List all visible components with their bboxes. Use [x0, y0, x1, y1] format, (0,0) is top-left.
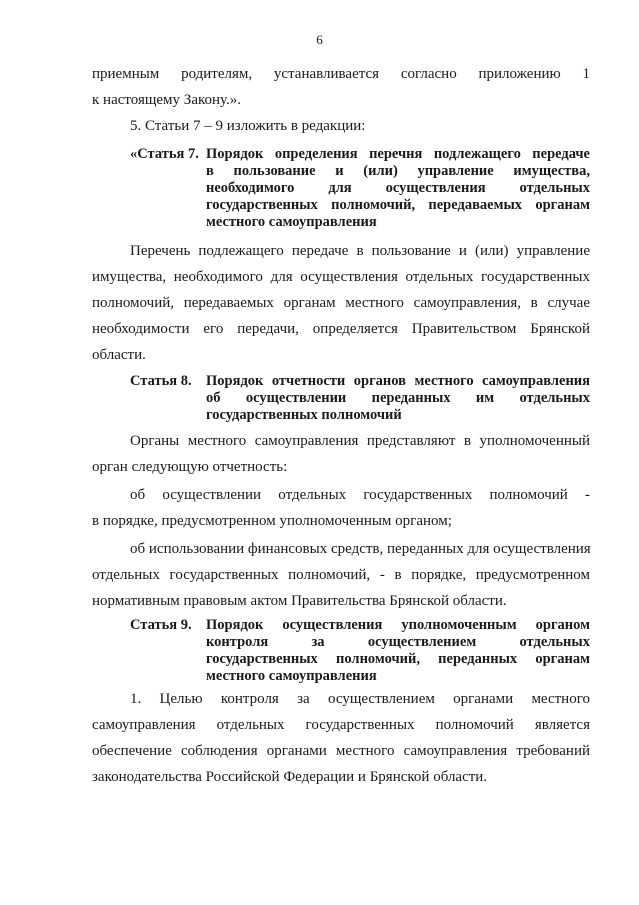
text-line: в порядке, предусмотренном уполномоченным органом;: [92, 513, 452, 529]
article-label: Статья 9.: [130, 617, 192, 633]
heading-line: Порядок определения перечня подлежащего передаче: [206, 146, 590, 162]
text-line: нормативным правовым актом Правительства Брянской области.: [92, 593, 507, 609]
text-line: об использовании финансовых средств, переданных для осуществления: [130, 541, 591, 557]
article-label: Статья 8.: [130, 373, 192, 389]
article-9-paragraph: [92, 686, 590, 790]
article-7-heading: [130, 146, 590, 231]
text-line: 1. Целью контроля за осуществлением органами местного: [130, 691, 590, 707]
heading-line: об осуществлении переданных им отдельных: [206, 390, 590, 406]
text-line: приемным родителям, устанавливается согласно приложению 1: [92, 66, 590, 82]
heading-line: государственных полномочий, переданных органам: [206, 651, 590, 667]
heading-line: Порядок осуществления уполномоченным органом: [206, 617, 590, 633]
heading-line: государственных полномочий: [206, 407, 402, 423]
heading-line: в пользование и (или) управление имущества,: [206, 163, 590, 179]
text-line: орган следующую отчетность:: [92, 459, 288, 475]
article-8-paragraph-2: [92, 482, 590, 534]
text-line: 5. Статьи 7 – 9 изложить в редакции:: [130, 118, 366, 134]
article-label: «Статья 7.: [130, 146, 199, 162]
intro-paragraph: [92, 61, 590, 113]
item-5: [92, 113, 590, 139]
text-line: необходимости его передачи, определяется Правительством Брянской: [92, 321, 590, 337]
text-line: самоуправления отдельных государственных полномочий является: [92, 717, 590, 733]
heading-line: контроля за осуществлением отдельных: [206, 634, 590, 650]
text-line: отдельных государственных полномочий, - в порядке, предусмотренном: [92, 567, 590, 583]
article-8-heading: [130, 373, 590, 424]
text-line: к настоящему Закону.».: [92, 92, 242, 108]
page-number: 6: [316, 32, 323, 47]
article-7-paragraph: [92, 238, 590, 368]
article-8-paragraph-1: [92, 428, 590, 480]
text-line: области.: [92, 347, 146, 363]
text-line: законодательства Российской Федерации и Брянской области.: [92, 769, 488, 785]
text-line: имущества, необходимого для осуществления отдельных государственных: [92, 269, 590, 285]
heading-line: местного самоуправления: [206, 214, 377, 230]
text-line: обеспечение соблюдения органами местного самоуправления требований: [92, 743, 590, 759]
article-9-heading: [130, 617, 590, 685]
article-8-paragraph-3: [92, 536, 590, 614]
heading-line: государственных полномочий, передаваемых органам: [206, 197, 590, 213]
text-line: Перечень подлежащего передаче в пользование и (или) управление: [130, 243, 590, 259]
heading-line: необходимого для осуществления отдельных: [206, 180, 590, 196]
text-line: Органы местного самоуправления представляют в уполномоченный: [130, 433, 590, 449]
heading-line: местного самоуправления: [206, 668, 377, 684]
heading-line: Порядок отчетности органов местного самоуправления: [206, 373, 590, 389]
text-line: полномочий, передаваемых органам местного самоуправления, в случае: [92, 295, 590, 311]
text-line: об осуществлении отдельных государственных полномочий -: [130, 487, 590, 503]
